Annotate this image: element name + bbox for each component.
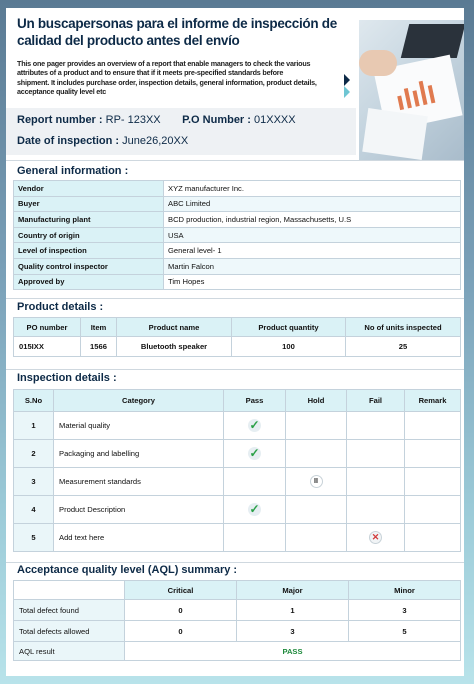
general-key: Approved by [14,274,164,290]
general-value: USA [164,227,461,243]
aql-minor: 5 [349,621,461,642]
inspection-no: 4 [14,496,54,524]
general-value: BCD production, industrial region, Massachusetts, U.S [164,212,461,228]
fail-icon: ✕ [369,531,382,544]
general-row [14,212,461,228]
inspection-category: Product Description [54,496,224,524]
aql-critical: 0 [125,600,237,621]
product-header-row [14,318,461,337]
check-icon: ✓ [249,502,260,516]
pass-cell [224,496,286,524]
fail-cell [347,468,405,496]
aql-result-value: PASS [125,642,461,661]
hold-cell [286,496,347,524]
aql-summary-title: Acceptance quality level (AQL) summary : [17,564,238,576]
inspection-table [13,389,461,552]
general-value: XYZ manufacturer Inc. [164,181,461,197]
inspection-report-page [6,8,464,676]
aql-result-row [14,642,461,661]
aql-result-label: AQL result [14,642,125,661]
pass-cell [224,440,286,468]
general-row [14,196,461,212]
inspection-header-hold: Hold [286,390,347,412]
general-value: Tim Hopes [164,274,461,290]
hold-cell [286,440,347,468]
fail-cell [347,412,405,440]
product-details-table [13,317,461,357]
general-value: General level- 1 [164,243,461,259]
inspection-header-category: Category [54,390,224,412]
report-photo [356,20,464,160]
hand-shape [359,50,397,76]
aql-row-label: Total defect found [14,600,125,621]
remark-cell [405,496,461,524]
product-header-po: PO number [14,318,81,337]
aql-header-blank [14,581,125,600]
hold-cell [286,412,347,440]
inspection-category: Material quality [54,412,224,440]
date-line [17,135,188,147]
inspection-no: 5 [14,524,54,552]
aql-header-major: Major [237,581,349,600]
product-header-quantity: Product quantity [232,318,346,337]
general-key: Buyer [14,196,164,212]
pass-cell [224,468,286,496]
check-icon: ✓ [249,418,260,432]
aql-row [14,600,461,621]
aql-major: 3 [237,621,349,642]
hold-cell [286,468,347,496]
product-units: 25 [346,337,461,357]
divider [6,160,464,161]
general-info-table [13,180,461,290]
general-key: Quality control inspector [14,258,164,274]
divider [6,562,464,563]
aql-critical: 0 [125,621,237,642]
fail-cell [347,524,405,552]
aql-table [13,580,461,661]
date-label: Date of inspection : [17,135,120,147]
page-title: Un buscapersonas para el informe de inspección de calidad del producto antes del envío [17,16,337,48]
product-item: 1566 [81,337,117,357]
inspection-category: Packaging and labelling [54,440,224,468]
product-name: Bluetooth speaker [117,337,232,357]
fail-cell [347,496,405,524]
aql-header-minor: Minor [349,581,461,600]
general-row [14,274,461,290]
inspection-header-pass: Pass [224,390,286,412]
accent-triangle-dark [344,74,350,86]
po-number-value: 01XXXX [250,114,296,126]
aql-header-row [14,581,461,600]
general-row [14,181,461,197]
remark-cell [405,468,461,496]
report-paper [362,108,428,160]
aql-row [14,621,461,642]
report-number-label: Report number : [17,114,103,126]
general-value: Martin Falcon [164,258,461,274]
inspection-header-remark: Remark [405,390,461,412]
product-header-item: Item [81,318,117,337]
general-key: Level of inspection [14,243,164,259]
accent-triangle-light [344,86,350,98]
remark-cell [405,524,461,552]
pass-cell [224,412,286,440]
inspection-header-row [14,390,461,412]
report-number-value: RP- 123XX [102,114,161,126]
fail-cell [347,440,405,468]
product-details-title: Product details : [17,301,104,313]
inspection-header-fail: Fail [347,390,405,412]
laptop-shape [401,24,464,58]
inspection-row [14,524,461,552]
inspection-row [14,412,461,440]
general-row [14,258,461,274]
inspection-row [14,496,461,524]
inspection-row [14,440,461,468]
inspection-no: 3 [14,468,54,496]
inspection-row [14,468,461,496]
check-icon: ✓ [249,446,260,460]
product-header-name: Product name [117,318,232,337]
remark-cell [405,440,461,468]
product-header-units: No of units inspected [346,318,461,337]
general-key: Vendor [14,181,164,197]
general-key: Manufacturing plant [14,212,164,228]
general-row [14,227,461,243]
divider [6,298,464,299]
po-number-label: P.O Number : [182,114,251,126]
general-row [14,243,461,259]
inspection-category: Measurement standards [54,468,224,496]
aql-minor: 3 [349,600,461,621]
product-po: 015IXX [14,337,81,357]
pass-cell [224,524,286,552]
inspection-no: 2 [14,440,54,468]
inspection-header-sno: S.No [14,390,54,412]
intro-text: This one pager provides an overview of a report that enable managers to check the various attributes of a product and to ensure that if it meets pre-specified standards before shipment. It includes purchase order, inspection details, general information, product details, acceptance quality level etc [17,59,317,97]
hold-cell [286,524,347,552]
report-number-line [17,114,296,126]
inspection-no: 1 [14,412,54,440]
aql-header-critical: Critical [125,581,237,600]
aql-row-label: Total defects allowed [14,621,125,642]
aql-major: 1 [237,600,349,621]
inspection-category: Add text here [54,524,224,552]
product-row [14,337,461,357]
general-value: ABC Limited [164,196,461,212]
date-value: June26,20XX [119,135,189,147]
pause-icon: II [310,475,323,488]
report-header [6,8,464,151]
remark-cell [405,412,461,440]
product-quantity: 100 [232,337,346,357]
inspection-details-title: Inspection details : [17,372,117,384]
divider [6,369,464,370]
general-key: Country of origin [14,227,164,243]
general-info-title: General information : [17,165,129,177]
